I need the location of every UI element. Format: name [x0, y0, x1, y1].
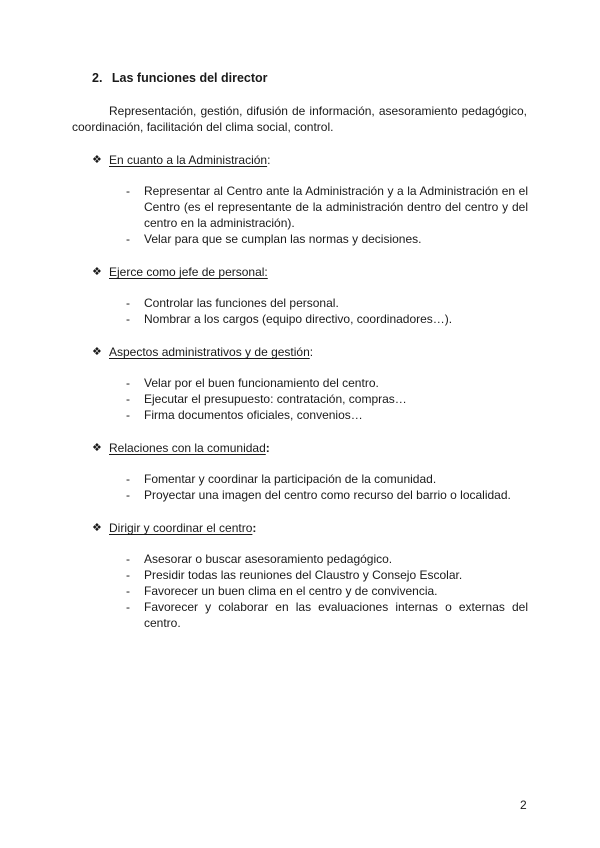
section-relaciones-comunidad — [92, 440, 528, 503]
section-jefe-personal — [92, 264, 528, 327]
list-item-text: Fomentar y coordinar la participación de la comunidad. — [144, 472, 437, 486]
section-dirigir-coordinar — [92, 520, 528, 631]
section-administracion — [92, 152, 528, 247]
list-item-text: Presidir todas las reuniones del Claustro y Consejo Escolar. — [144, 568, 463, 582]
diamond-bullet-icon: ❖ — [92, 522, 102, 534]
list-item — [92, 551, 528, 567]
item-list — [92, 183, 528, 247]
section-title-text: Aspectos administrativos y de gestión — [109, 345, 310, 359]
list-item — [92, 311, 528, 327]
section-title — [92, 440, 528, 456]
list-item-text: Nombrar a los cargos (equipo directivo, coordinadores…). — [144, 312, 453, 326]
diamond-bullet-icon: ❖ — [92, 266, 102, 278]
dash-bullet: - — [126, 568, 130, 582]
list-item — [92, 231, 528, 247]
section-title — [92, 264, 528, 280]
list-item — [92, 295, 528, 311]
diamond-bullet-icon: ❖ — [92, 442, 102, 454]
intro-paragraph: Representación, gestión, difusión de información, asesoramiento pedagógico, coordinación, facilitación del clima social, control. — [72, 104, 527, 134]
list-item — [92, 407, 528, 423]
item-list — [92, 295, 528, 327]
list-item — [92, 487, 528, 503]
item-list — [92, 471, 528, 503]
section-title-text: Relaciones con la comunidad — [109, 441, 266, 455]
list-item-text: Favorecer un buen clima en el centro y de convivencia. — [144, 584, 438, 598]
section-title-suffix: : — [267, 153, 271, 167]
section-title-text: Ejerce como jefe de personal: — [109, 265, 268, 279]
list-item — [92, 583, 528, 599]
page-number: 2 — [520, 798, 527, 812]
dash-bullet: - — [126, 312, 130, 326]
section-title-text: Dirigir y coordinar el centro — [109, 521, 253, 535]
diamond-bullet-icon: ❖ — [92, 346, 102, 358]
list-item — [92, 567, 528, 583]
section-heading — [92, 71, 268, 85]
section-title-suffix: : — [252, 521, 257, 535]
list-item-text: Velar para que se cumplan las normas y decisiones. — [144, 232, 422, 246]
dash-bullet: - — [126, 472, 130, 486]
section-title-suffix: : — [309, 345, 314, 359]
list-item-text: Proyectar una imagen del centro como recurso del barrio o localidad. — [144, 488, 511, 502]
section-title — [92, 520, 528, 536]
list-item-text: Velar por el buen funcionamiento del centro. — [144, 376, 379, 390]
dash-bullet: - — [126, 552, 130, 566]
list-item-text: Asesorar o buscar asesoramiento pedagógico. — [144, 552, 393, 566]
list-item-text: Ejecutar el presupuesto: contratación, compras… — [144, 392, 407, 406]
section-title — [92, 344, 528, 360]
item-list — [92, 375, 528, 423]
dash-bullet: - — [126, 376, 130, 390]
list-item — [92, 471, 528, 487]
list-item — [92, 375, 528, 391]
dash-bullet: - — [126, 296, 130, 310]
list-item — [92, 391, 528, 407]
item-list — [92, 551, 528, 631]
list-item-text: Representar al Centro ante la Administración y a la Administración en el Centro (es el representante de la administración dentro del centro y del centro en la administración). — [144, 184, 528, 230]
dash-bullet: - — [126, 600, 130, 614]
section-title-text: En cuanto a la Administración — [109, 153, 268, 167]
dash-bullet: - — [126, 488, 130, 502]
diamond-bullet-icon: ❖ — [92, 154, 102, 166]
heading-number: 2. — [92, 71, 103, 85]
list-item — [92, 183, 528, 231]
dash-bullet: - — [126, 408, 130, 422]
section-title — [92, 152, 528, 168]
section-aspectos-administrativos — [92, 344, 528, 423]
dash-bullet: - — [126, 584, 130, 598]
heading-title: Las funciones del director — [111, 71, 268, 85]
list-item-text: Controlar las funciones del personal. — [144, 296, 339, 310]
section-title-suffix: : — [265, 441, 270, 455]
list-item — [92, 599, 528, 631]
list-item-text: Favorecer y colaborar en las evaluaciones internas o externas del centro. — [144, 600, 528, 630]
list-item-text: Firma documentos oficiales, convenios… — [144, 408, 363, 422]
dash-bullet: - — [126, 392, 130, 406]
dash-bullet: - — [126, 184, 130, 198]
dash-bullet: - — [126, 232, 130, 246]
